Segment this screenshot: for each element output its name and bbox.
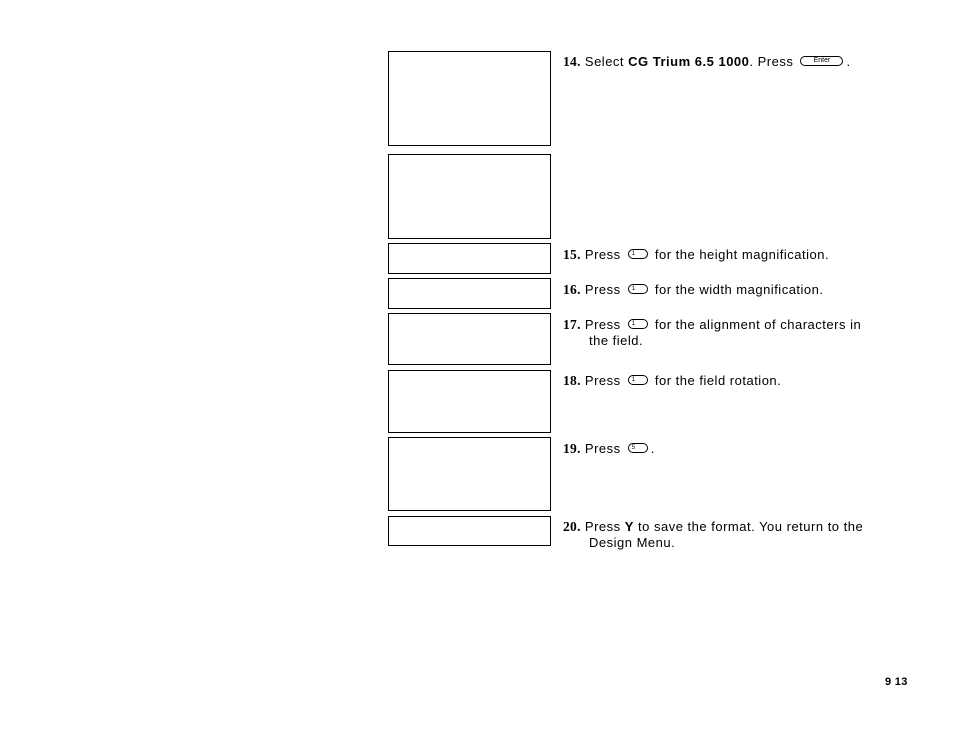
enter-key-icon: Enter (800, 56, 843, 66)
step-text: to save the format. You return to the (633, 519, 864, 534)
screen-panel-15 (388, 243, 551, 274)
step-text: . Press (749, 54, 798, 69)
font-name: CG Trium 6.5 1000 (628, 54, 750, 69)
screen-panel-18 (388, 370, 551, 433)
step-text-continued: the field. (589, 333, 644, 348)
step-text: for the height magnification. (650, 247, 830, 262)
step-text: Press (584, 441, 625, 456)
step-text: . (650, 441, 655, 456)
step-text: for the alignment of characters in (650, 317, 862, 332)
key-letter: Y (624, 519, 634, 534)
step-text: Press (584, 373, 625, 388)
step-number: 17. (563, 317, 581, 332)
key-1-icon: 1 (628, 319, 648, 329)
key-1-icon: 1 (628, 375, 648, 385)
page-number: 9 13 (885, 676, 908, 688)
screen-panel-20 (388, 516, 551, 546)
step-16 (563, 282, 908, 298)
step-number: 18. (563, 373, 581, 388)
screen-panel-14b (388, 154, 551, 239)
step-text: . (846, 54, 851, 69)
step-20 (563, 519, 908, 551)
step-number: 15. (563, 247, 581, 262)
step-text: for the width magnification. (650, 282, 824, 297)
screen-panel-16 (388, 278, 551, 309)
key-1-icon: 1 (628, 249, 648, 259)
step-text: Press (584, 282, 625, 297)
step-18 (563, 373, 908, 389)
step-number: 19. (563, 441, 581, 456)
step-19 (563, 441, 908, 457)
step-text: for the field rotation. (650, 373, 782, 388)
step-number: 14. (563, 54, 581, 69)
key-5-icon: 5 (628, 443, 648, 453)
step-text-continued: Design Menu. (589, 535, 676, 550)
key-1-icon: 1 (628, 284, 648, 294)
step-14 (563, 54, 908, 70)
step-17 (563, 317, 908, 349)
screen-panel-17 (388, 313, 551, 365)
step-text: Press (584, 247, 625, 262)
step-15 (563, 247, 908, 263)
step-number: 20. (563, 519, 581, 534)
step-text: Select (584, 54, 629, 69)
screen-panel-14 (388, 51, 551, 146)
step-text: Press (584, 317, 625, 332)
step-text: Press (584, 519, 625, 534)
screen-panel-19 (388, 437, 551, 511)
step-number: 16. (563, 282, 581, 297)
